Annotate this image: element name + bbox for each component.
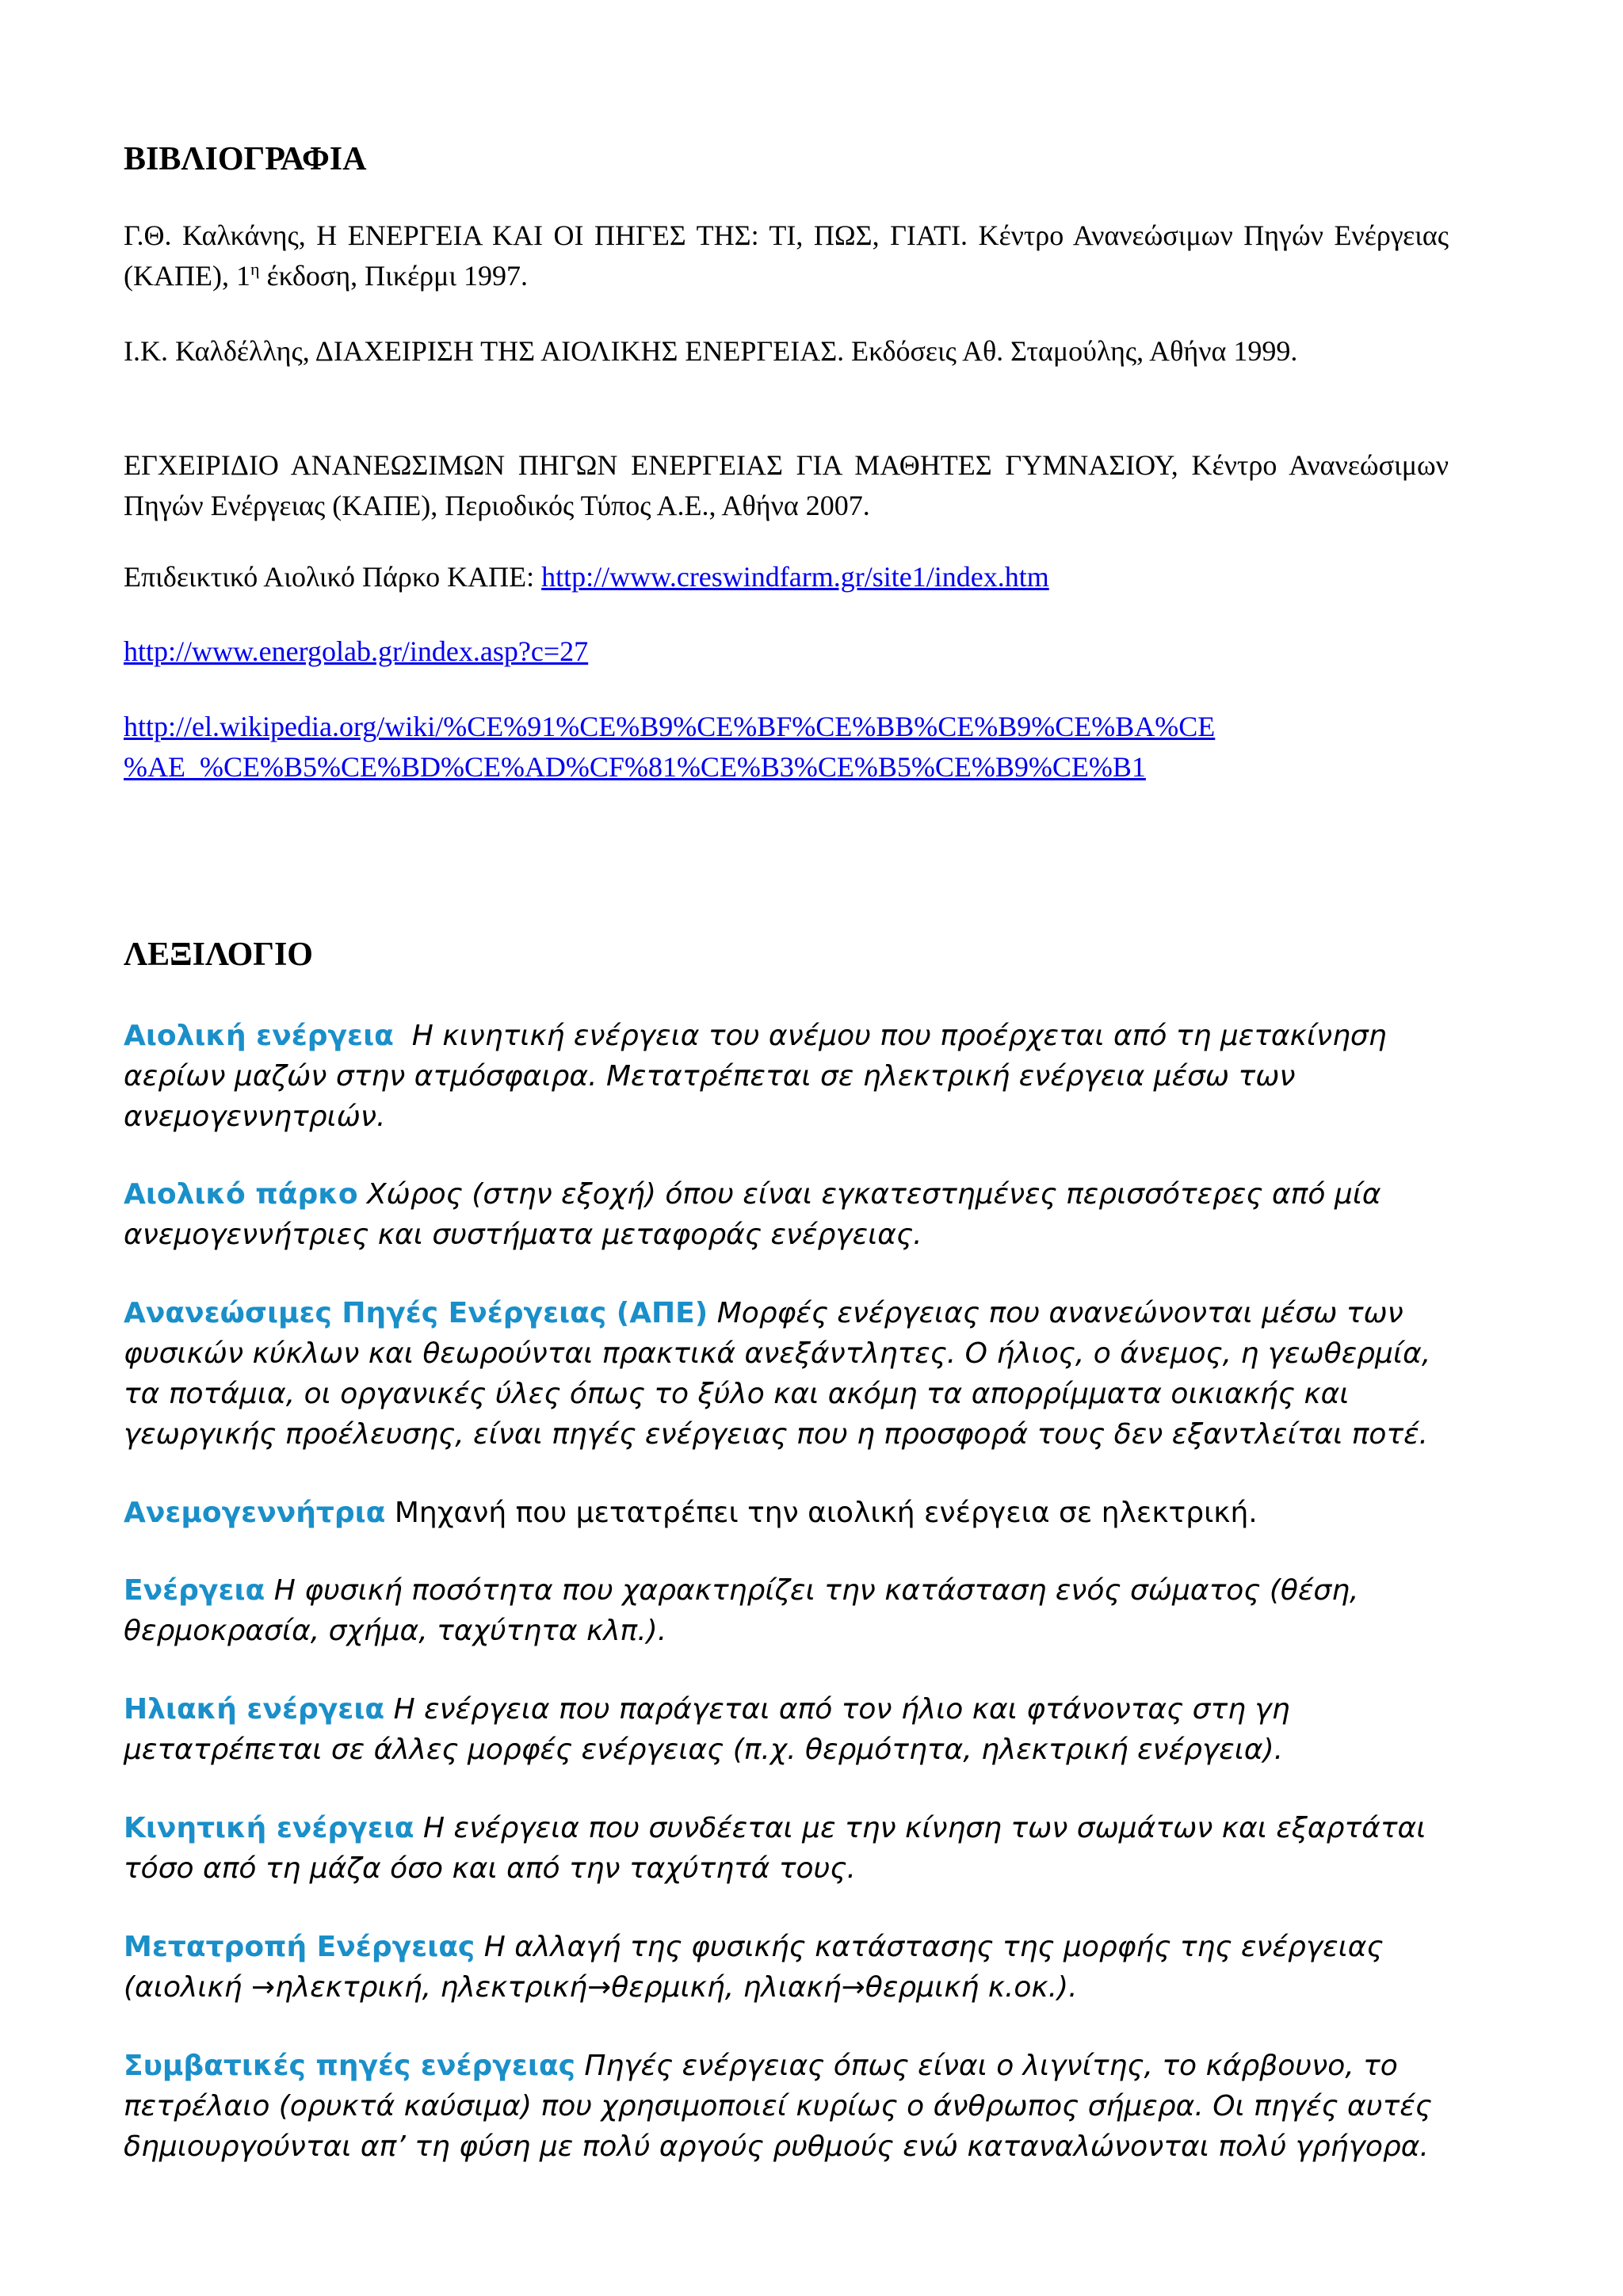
wikipedia-link-line-1: http://el.wikipedia.org/wiki/%CE%91%CE%B9%CE%BF%CE%BB%CE%B9%CE%BA%CE <box>124 711 1216 742</box>
creswindfarm-link[interactable]: http://www.creswindfarm.gr/site1/index.htm <box>541 561 1049 593</box>
wikipedia-link-line-2: %AE_%CE%B5%CE%BD%CE%AD%CF%81%CE%B3%CE%B5%CE%B9%CE%B1 <box>124 751 1146 783</box>
bibliography-heading: ΒΙΒΛΙΟΓΡΑΦΙΑ <box>124 141 367 177</box>
wikipedia-link[interactable] <box>124 707 1449 788</box>
bibliography-entry-4 <box>124 557 1449 597</box>
bibliography-entry-4-label: Επιδεικτικό Αιολικό Πάρκο ΚΑΠΕ: <box>124 561 542 593</box>
bibliography-entry-1 <box>124 215 1449 296</box>
bibliography-entry-1-superscript: η <box>250 259 260 279</box>
glossary-term: Μετατροπή Ενέργειας <box>124 1931 475 1963</box>
glossary-term: Αιολικό πάρκο <box>124 1178 358 1211</box>
bibliography-entry-3: ΕΓΧΕΙΡΙΔΙΟ ΑΝΑΝΕΩΣΙΜΩΝ ΠΗΓΩΝ ΕΝΕΡΓΕΙΑΣ ΓΙΑ ΜΑΘΗΤΕΣ ΓΥΜΝΑΣΙΟΥ, Κέντρο Ανανεώσιμων Πηγών Ενέργειας (ΚΑΠΕ), Περιοδικός Τύπος Α.Ε., Αθήνα 2007. <box>124 449 1449 521</box>
glossary-heading: ΛΕΞΙΛΟΓΙΟ <box>124 936 313 973</box>
glossary-definition: Η φυσική ποσότητα που χαρακτηρίζει την κατάσταση ενός σώματος (θέση, θερμοκρασία, σχήμα, ταχύτητα κλπ.). <box>124 1574 1359 1647</box>
glossary-term: Ανεμογεννήτρια <box>124 1497 386 1529</box>
glossary-entry-7 <box>124 1808 1449 1889</box>
glossary-entry-5 <box>124 1570 1449 1651</box>
glossary-definition: Η αλλαγή της φυσικής κατάστασης της μορφής της ενέργειας (αιολική →ηλεκτρική, ηλεκτρική→θερμική, ηλιακή→θερμική κ.οκ.). <box>124 1931 1384 2004</box>
glossary-entry-9 <box>124 2046 1449 2167</box>
bibliography-entry-1-text-end: έκδοση, Πικέρμι 1997. <box>259 260 529 292</box>
glossary-entry-8 <box>124 1927 1449 2008</box>
glossary-definition: Η ενέργεια που παράγεται από τον ήλιο και φτάνοντας στη γη μετατρέπεται σε άλλες μορφές ενέργειας (π.χ. θερμότητα, ηλεκτρική ενέργεια). <box>124 1693 1290 1766</box>
energolab-link[interactable]: http://www.energolab.gr/index.asp?c=27 <box>124 635 589 667</box>
glossary-entry-6 <box>124 1689 1449 1770</box>
glossary-term: Κινητική ενέργεια <box>124 1812 414 1844</box>
glossary-term: Ενέργεια <box>124 1574 265 1607</box>
glossary-definition: Χώρος (στην εξοχή) όπου είναι εγκατεστημένες περισσότερες από μία ανεμογεννήτριες και συστήματα μεταφοράς ενέργειας. <box>124 1178 1381 1251</box>
glossary-definition: Η ενέργεια που συνδέεται με την κίνηση των σωμάτων και εξαρτάται τόσο από τη μάζα όσο και από την ταχύτητά τους. <box>124 1812 1426 1885</box>
glossary-definition: Μορφές ενέργειας που ανανεώνονται μέσω των φυσικών κύκλων και θεωρούνται πρακτικά ανεξάντλητες. Ο ήλιος, ο άνεμος, η γεωθερμία, τα ποτάμια, οι οργανικές ύλες όπως το ξύλο και ακόμη τα απορρίμματα οικιακής και γεωργικής προέλευσης, είναι πηγές ενέργειας που η προσφορά τους δεν εξαντλείται ποτέ. <box>124 1297 1431 1451</box>
glossary-entry-2 <box>124 1174 1449 1255</box>
glossary-term: Ηλιακή ενέργεια <box>124 1693 385 1726</box>
glossary-entry-4 <box>124 1493 1449 1533</box>
glossary-entry-3 <box>124 1293 1449 1455</box>
glossary-definition: Μηχανή που μετατρέπει την αιολική ενέργεια σε ηλεκτρική. <box>394 1497 1258 1529</box>
glossary-term: Αιολική ενέργεια <box>124 1020 394 1052</box>
glossary-term: Ανανεώσιμες Πηγές Ενέργειας (ΑΠΕ) <box>124 1297 708 1329</box>
glossary-entry-1 <box>124 1016 1449 1137</box>
bibliography-entry-2: Ι.Κ. Καλδέλλης, ΔΙΑΧΕΙΡΙΣΗ ΤΗΣ ΑΙΟΛΙΚΗΣ ΕΝΕΡΓΕΙΑΣ. Εκδόσεις Αθ. Σταμούλης, Αθήνα 1999. <box>124 335 1298 367</box>
bibliography-entry-1-text: Γ.Θ. Καλκάνης, Η ΕΝΕΡΓΕΙΑ ΚΑΙ ΟΙ ΠΗΓΕΣ ΤΗΣ: ΤΙ, ΠΩΣ, ΓΙΑΤΙ. Κέντρο Ανανεώσιμων Πηγών Ενέργειας (ΚΑΠΕ), 1 <box>124 219 1449 292</box>
glossary-definition: Η κινητική ενέργεια του ανέμου που προέρχεται από τη μετακίνηση αερίων μαζών στην ατμόσφαιρα. Μετατρέπεται σε ηλεκτρική ενέργεια μέσω των ανεμογεννητριών. <box>124 1020 1387 1133</box>
glossary-term: Συμβατικές πηγές ενέργειας <box>124 2050 575 2082</box>
glossary-definition: Πηγές ενέργειας όπως είναι ο λιγνίτης, το κάρβουνο, το πετρέλαιο (ορυκτά καύσιμα) που χρησιμοποιεί κυρίως ο άνθρωπος σήμερα. Οι πηγές αυτές δημιουργούνται απ’ τη φύση με πολύ αργούς ρυθμούς ενώ καταναλώνονται πολύ γρήγορα. <box>124 2050 1432 2163</box>
